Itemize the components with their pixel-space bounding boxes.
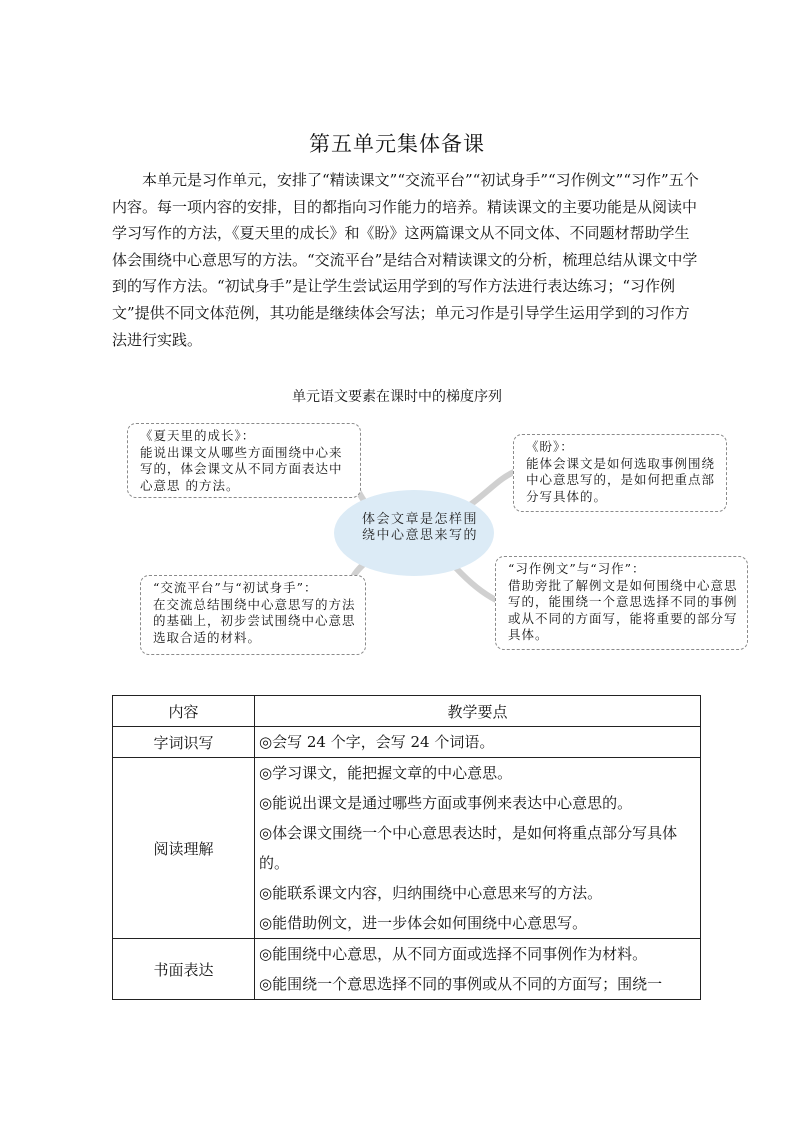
point: ◎能围绕中心意思，从不同方面或选择不同事例作为材料。 — [259, 945, 648, 963]
point: ◎能借助例文，进一步体会如何围绕中心意思写。 — [259, 914, 588, 932]
box-exchange-platform — [140, 575, 366, 655]
point: ◎能说出课文是通过哪些方面或事例来表达中心意思的。 — [259, 794, 633, 812]
table-row — [113, 758, 701, 939]
diagram-title: 单元语文要素在课时中的梯度序列 — [292, 389, 502, 405]
box-pan — [513, 434, 727, 512]
branch-top-right — [470, 472, 514, 505]
header-content: 内容 — [113, 696, 255, 727]
box-text: 能体会课文是如何选取事例围绕中心意思写的，是如何把重点部分写具体的。 — [526, 455, 716, 504]
row-points — [255, 758, 701, 939]
point: ◎体会课文围绕一个中心意思表达时，是如何将重点部分写具体的。 — [259, 824, 678, 872]
box-title: “习作例文”与“习作”： — [508, 561, 646, 576]
point: ◎能围绕一个意思选择不同的事例或从不同的方面写；围绕一 — [259, 975, 663, 993]
intro-text: 本单元是习作单元，安排了“精读课文”“交流平台”“初试身手”“习作例文”“习作”五个内容。每一项内容的安排，目的都指向习作能力的培养。精读课文的主要功能是从阅读中学习写作的方法，《夏天里的成长》和《盼》这两篇课文从不同文体、不同题材帮助学生体会围绕中心意思写的方法。“交流平台”是结合对精读课文的分析，梳理总结从课文中学到的写作方法。“初试身手”是让学生尝试运用学到的写作方法进行表达练习；“习作例文”提供不同文体范例，其功能是继续体会写法；单元习作是引导学生运用学到的习作方法进行实践。 — [112, 171, 699, 349]
branch-bottom-right — [456, 568, 496, 600]
box-title: “交流平台”与“初试身手”： — [153, 580, 318, 595]
row-points — [255, 939, 701, 1000]
table-row — [113, 939, 701, 1000]
row-points — [255, 727, 701, 758]
header-points: 教学要点 — [255, 696, 701, 727]
center-node-text: 体会文章是怎样围绕中心意思来写的 — [362, 512, 479, 543]
point: ◎学习课文，能把握文章的中心意思。 — [259, 764, 513, 782]
row-label: 书面表达 — [113, 939, 255, 1000]
page-title: 第五单元集体备课 — [309, 132, 485, 156]
box-title: 《夏天里的成长》： — [140, 428, 256, 443]
teaching-points-table — [112, 695, 701, 1000]
box-text: 能说出课文从哪些方面围绕中心来写的，体会课文从不同方面表达中心意思 的方法。 — [140, 444, 343, 493]
table-header-row — [113, 696, 701, 727]
table-row — [113, 727, 701, 758]
box-title: 《盼》： — [526, 439, 574, 454]
point: ◎能联系课文内容，归纳围绕中心意思来写的方法。 — [259, 884, 603, 902]
box-summer-growth — [127, 423, 361, 498]
box-example-essay — [495, 556, 748, 650]
box-text: 在交流总结围绕中心意思写的方法的基础上，初步尝试围绕中心意思选取合适的材料。 — [153, 596, 356, 645]
row-label: 阅读理解 — [113, 758, 255, 939]
point: ◎会写 24 个字，会写 24 个词语。 — [259, 733, 495, 751]
row-label: 字词识写 — [113, 727, 255, 758]
box-text: 借助旁批了解例文是如何围绕中心意思写的，能围绕一个意思选择不同的事例或从不同的方面写，能将重要的部分写具体。 — [508, 577, 738, 642]
